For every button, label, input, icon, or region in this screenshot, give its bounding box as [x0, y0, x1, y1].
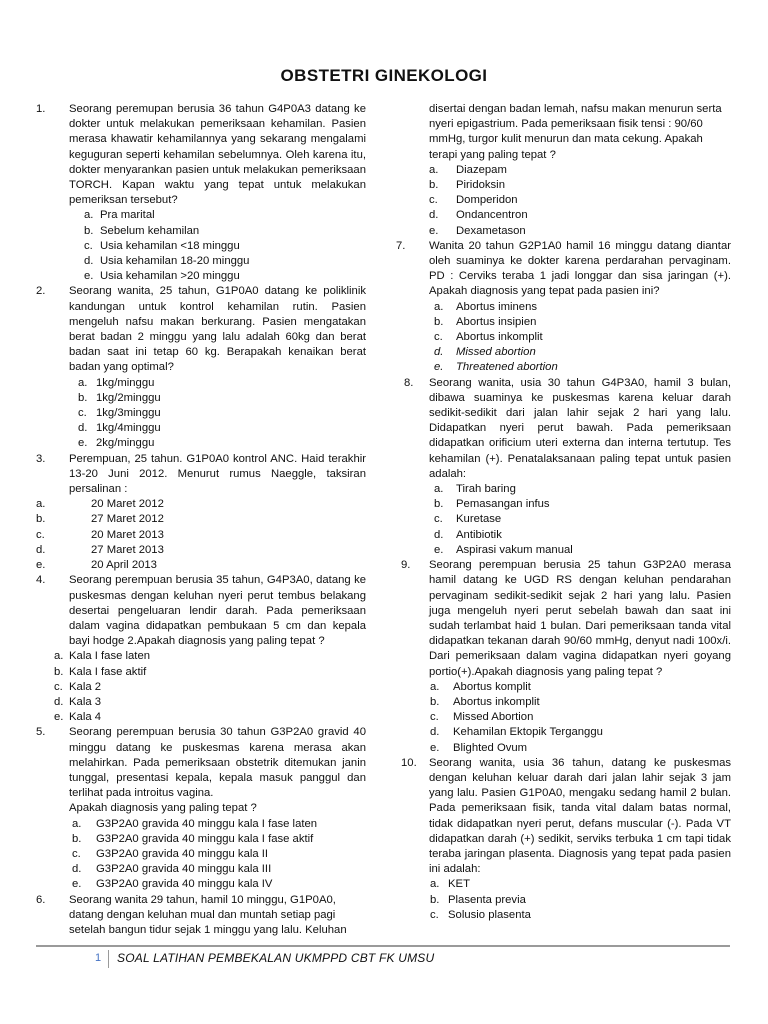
option-text: Blighted Ovum — [453, 741, 528, 754]
option-item — [36, 665, 366, 680]
option-item — [396, 345, 731, 360]
option-letter: a. — [72, 817, 82, 830]
options-5 — [36, 817, 366, 893]
question-1 — [36, 102, 366, 208]
option-text: 20 Maret 2013 — [91, 528, 164, 541]
question-number: 7. — [396, 239, 406, 252]
option-letter: e. — [429, 224, 439, 237]
option-item — [396, 741, 731, 756]
option-item — [396, 193, 731, 208]
option-item — [36, 436, 366, 451]
option-letter: e. — [430, 741, 440, 754]
question-2 — [36, 284, 366, 375]
option-item — [36, 421, 366, 436]
option-text: Plasenta previa — [448, 893, 526, 906]
option-item — [396, 725, 731, 740]
option-item — [396, 543, 731, 558]
option-item — [36, 254, 366, 269]
option-letter: a. — [78, 376, 88, 389]
option-letter: a. — [430, 878, 440, 891]
option-item — [36, 680, 366, 695]
option-item — [396, 497, 731, 512]
option-letter: b. — [429, 179, 439, 192]
question-number: 9. — [401, 559, 411, 572]
page-footer — [0, 950, 768, 970]
options-2 — [36, 376, 366, 452]
option-text: Kala I fase aktif — [69, 665, 147, 678]
footer-separator — [108, 950, 109, 968]
option-item — [396, 710, 731, 725]
option-text: Usia kehamilan <18 minggu — [100, 239, 240, 252]
option-text: 20 April 2013 — [91, 559, 157, 572]
option-letter: a. — [36, 498, 46, 511]
left-column — [36, 102, 366, 938]
question-text: Seorang perempuan berusia 25 tahun G3P2A0 merasa hamil datang ke UGD RS dengan keluhan pendarahan pervaginam sedikit-sedikit sejak 2 hari yang lalu. Pasien juga mengeluh nyeri perut sebelah bawah dan saat ini sudah terlambat haid 1 bulan. Dari pemeriksaan tanda vital didapatkan tekanan darah 90/60 mmHg, denyut nadi 100x/i. Dari pemeriksaan dalam vagina didapatkan nyeri goyang portio(+).Apakah diagnosis yang paling tepat ? — [429, 559, 731, 678]
option-text: Domperidon — [456, 194, 518, 207]
option-letter: c. — [434, 513, 443, 526]
option-text: Pra marital — [100, 209, 155, 222]
option-item — [396, 315, 731, 330]
option-item — [396, 163, 731, 178]
option-letter: d. — [430, 726, 440, 739]
question-number: 10. — [401, 756, 417, 769]
option-text: Usia kehamilan >20 minggu — [100, 270, 240, 283]
options-9 — [396, 680, 731, 756]
question-number: 3. — [36, 452, 46, 465]
option-letter: d. — [54, 695, 64, 708]
question-text: Seorang wanita, usia 30 tahun G4P3A0, hamil 3 bulan, dibawa suaminya ke puskesmas karena keluar darah sedikit-sedikit dari jalan lahir sejak 2 hari yang lalu. Didapatkan nyeri perut bawah. Pada pemeriksaan didapatkan orificium uteri externa dan interna tertutup. Tes kehamilan (+). Penatalaksanaan paling tepat untuk pasien adalah: — [429, 376, 731, 480]
option-letter: e. — [78, 437, 88, 450]
question-text-continued: disertai dengan badan lemah, nafsu makan menurun serta nyeri epigastrium. Pada pemeriksaan fisik tensi : 90/60 mmHg, turgor kulit menurun dan mata cekung. Apakah terapi yang paling tepat ? — [429, 103, 722, 161]
option-item — [36, 558, 366, 573]
option-letter: d. — [36, 543, 46, 556]
question-number: 5. — [36, 726, 46, 739]
question-number: 8. — [404, 376, 414, 389]
option-text: Kala I fase laten — [69, 650, 151, 663]
question-number: 1. — [36, 103, 46, 115]
option-text: G3P2A0 gravida 40 minggu kala III — [96, 863, 272, 876]
option-item — [36, 224, 366, 239]
question-number: 4. — [36, 574, 46, 587]
option-text: Missed abortion — [456, 346, 536, 359]
options-8 — [396, 482, 731, 558]
options-7 — [396, 300, 731, 376]
option-text: Piridoksin — [456, 179, 505, 192]
option-text: 20 Maret 2012 — [91, 498, 164, 511]
option-item — [396, 300, 731, 315]
option-letter: c. — [84, 239, 93, 252]
option-letter: a. — [434, 300, 444, 313]
question-9 — [396, 558, 731, 680]
option-text: Abortus iminens — [456, 300, 537, 313]
right-column — [396, 102, 731, 923]
option-letter: b. — [84, 224, 94, 237]
option-letter: a. — [84, 209, 94, 222]
question-6 — [36, 893, 366, 939]
option-text: Missed Abortion — [453, 711, 534, 724]
option-letter: b. — [72, 832, 82, 845]
option-text: Kuretase — [456, 513, 502, 526]
option-letter: c. — [434, 331, 443, 344]
options-4 — [36, 649, 366, 725]
option-letter: b. — [78, 391, 88, 404]
option-item — [36, 817, 366, 832]
option-letter: a. — [54, 650, 64, 663]
option-item — [36, 406, 366, 421]
question-prompt: Apakah diagnosis yang paling tepat ? — [69, 802, 257, 815]
option-letter: b. — [54, 665, 64, 678]
option-text: 1kg/2minggu — [96, 391, 161, 404]
option-text: Abortus komplit — [453, 680, 531, 693]
option-item — [36, 528, 366, 543]
option-item — [396, 908, 731, 923]
option-text: G3P2A0 gravida 40 minggu kala II — [96, 847, 269, 860]
page-number: 1 — [95, 952, 102, 964]
option-text: 2kg/minggu — [96, 437, 155, 450]
option-letter: a. — [434, 483, 444, 496]
option-text: Kala 3 — [69, 695, 102, 708]
option-item — [36, 543, 366, 558]
option-item — [396, 528, 731, 543]
question-text: Seorang wanita 29 tahun, hamil 10 minggu, G1P0A0, datang dengan keluhan mual dan muntah setiap pagi setelah bangun tidur sejak 1 minggu yang lalu. Keluhan — [69, 893, 347, 936]
question-number: 2. — [36, 285, 46, 298]
option-text: Kehamilan Ektopik Terganggu — [453, 726, 603, 739]
question-text: Seorang wanita, 25 tahun, G1P0A0 datang ke poliklinik kandungan untuk kontrol kehamilan rutin. Pasien mengeluh nafsu makan berkurang. Pasien mengatakan berat badan 2 minggu yang lalu adalah 60kg dan berat badan saat ini tetap 60 kg. Berapakah kenaikan berat badan yang optimal? — [69, 285, 366, 374]
option-item — [36, 208, 366, 223]
option-letter: a. — [430, 680, 440, 693]
option-letter: d. — [434, 528, 444, 541]
option-text: Aspirasi vakum manual — [456, 543, 573, 556]
option-text: Diazepam — [456, 163, 507, 176]
option-item — [36, 710, 366, 725]
option-text: Antibiotik — [456, 528, 502, 541]
footer-text: SOAL LATIHAN PEMBEKALAN UKMPPD CBT FK UMSU — [117, 951, 435, 965]
options-6 — [396, 163, 731, 239]
option-item — [396, 893, 731, 908]
option-text: Abortus inkomplit — [456, 331, 543, 344]
option-letter: e. — [84, 270, 94, 283]
option-text: Kala 2 — [69, 680, 102, 693]
question-3 — [36, 452, 366, 498]
option-letter: b. — [434, 315, 444, 328]
option-item — [36, 269, 366, 284]
option-letter: c. — [36, 528, 45, 541]
question-5 — [36, 725, 366, 816]
question-text: Seorang wanita, usia 36 tahun, datang ke puskesmas dengan keluhan keluar darah dari jalan lahir sejak 3 jam yang lalu. Pasien G1P0A0, mengaku sedang hamil 2 bulan. Pada pemeriksaan fisik, tanda vital dalam batas normal, tidak didapatkan nyeri perut, defans muscular (-). Pada VT didapatkan darah (+) sedikit, serviks terbuka 1 cm tapi tidak teraba jaringan plasenta. Diagnosis yang tepat pada pasien ini adalah: — [429, 756, 731, 876]
option-letter: e. — [72, 878, 82, 891]
option-item — [396, 360, 731, 375]
option-item — [36, 862, 366, 877]
question-10 — [396, 756, 731, 878]
option-text: 27 Maret 2012 — [91, 513, 164, 526]
option-item — [36, 512, 366, 527]
option-item — [396, 695, 731, 710]
option-letter: a. — [429, 163, 439, 176]
question-text: Seorang perempuan berusia 30 tahun G3P2A0 gravid 40 minggu datang ke puskesmas karena merasa akan melahirkan. Pada pemeriksaan obstetrik ditemukan janin tunggal, presentasi kepala, kepala masuk panggul dan terlihat pada introitus vagina. — [69, 726, 366, 800]
option-letter: b. — [36, 513, 46, 526]
option-item — [396, 512, 731, 527]
option-text: 1kg/3minggu — [96, 407, 161, 420]
option-text: Kala 4 — [69, 711, 102, 724]
question-text: Wanita 20 tahun G2P1A0 hamil 16 minggu datang diantar oleh suaminya ke dokter karena perdarahan pervaginam. PD : Cerviks teraba 1 jadi longgar dan sisa jaringan (+). Apakah diagnosis yang tepat pada pasien ini? — [429, 239, 731, 298]
option-item — [396, 208, 731, 223]
page-title: OBSTETRI GINEKOLOGI — [280, 66, 488, 85]
footer-divider — [36, 945, 730, 947]
option-text: G3P2A0 gravida 40 minggu kala IV — [96, 878, 273, 891]
option-item — [396, 224, 731, 239]
options-10 — [396, 877, 731, 923]
option-item — [36, 877, 366, 892]
option-item — [36, 832, 366, 847]
option-text: Abortus inkomplit — [453, 695, 540, 708]
question-text: Seorang peremupan berusia 36 tahun G4P0A3 datang ke dokter untuk melakukan pemeriksaan kehamilan. Pasien merasa khawatir kehamilannya yang sekarang mengalami keguguran seperti kehamilan sebelumnya. Oleh karena itu, dokter menyarankan pasien untuk melakukan pemeriksaan TORCH. Kapan waktu yang tepat untuk melakukan pemeriksan tersebut? — [69, 103, 366, 207]
question-8 — [396, 376, 731, 482]
option-letter: e. — [36, 559, 46, 572]
option-letter: c. — [429, 194, 438, 207]
option-letter: b. — [430, 893, 440, 906]
question-text: Perempuan, 25 tahun. G1P0A0 kontrol ANC. Haid terakhir 13-20 Juni 2012. Menurut rumus Naeggle, taksiran persalinan : — [69, 452, 366, 496]
option-letter: c. — [72, 847, 81, 860]
question-7 — [396, 239, 731, 300]
option-text: Pemasangan infus — [456, 498, 550, 511]
option-letter: c. — [78, 407, 87, 420]
option-item — [36, 847, 366, 862]
option-text: 1kg/4minggu — [96, 422, 161, 435]
option-text: Solusio plasenta — [448, 908, 531, 921]
option-text: Threatened abortion — [456, 361, 558, 374]
option-letter: c. — [430, 711, 439, 724]
option-item — [396, 330, 731, 345]
option-text: Sebelum kehamilan — [100, 224, 200, 237]
option-letter: e. — [54, 711, 64, 724]
option-text: Dexametason — [456, 224, 526, 237]
option-text: Tirah baring — [456, 483, 516, 496]
option-text: KET — [448, 878, 470, 891]
option-item — [36, 376, 366, 391]
option-item — [36, 695, 366, 710]
question-4 — [36, 573, 366, 649]
question-number: 6. — [36, 893, 46, 906]
option-letter: d. — [78, 422, 88, 435]
option-letter: d. — [434, 346, 444, 359]
option-item — [396, 178, 731, 193]
option-text: Abortus insipien — [456, 315, 537, 328]
option-letter: c. — [430, 908, 439, 921]
question-6-continued — [396, 102, 731, 163]
options-1 — [36, 208, 366, 284]
option-item — [396, 877, 731, 892]
option-text: 1kg/minggu — [96, 376, 155, 389]
option-letter: d. — [84, 255, 94, 268]
option-letter: b. — [434, 498, 444, 511]
option-text: 27 Maret 2013 — [91, 543, 164, 556]
option-item — [36, 391, 366, 406]
option-item — [36, 649, 366, 664]
option-item — [396, 680, 731, 695]
option-text: G3P2A0 gravida 40 minggu kala I fase aktif — [96, 832, 314, 845]
question-text: Seorang perempuan berusia 35 tahun, G4P3A0, datang ke puskesmas dengan keluhan nyeri perut tembus belakang desertai pengeluaran lendir darah. Pada pemeriksaan dalam vagina didapatkan pembukaan 5 cm dan kepala bayi hodge 2.Apakah diagnosis yang paling tepat ? — [69, 574, 366, 648]
option-text: G3P2A0 gravida 40 minggu kala I fase laten — [96, 817, 318, 830]
option-item — [396, 482, 731, 497]
option-letter: d. — [429, 209, 439, 222]
option-letter: c. — [54, 680, 63, 693]
option-letter: e. — [434, 361, 444, 374]
option-text: Ondancentron — [456, 209, 528, 222]
option-letter: e. — [434, 543, 444, 556]
option-text: Usia kehamilan 18-20 minggu — [100, 255, 250, 268]
option-letter: d. — [72, 863, 82, 876]
option-letter: b. — [430, 695, 440, 708]
options-3 — [36, 497, 366, 573]
option-item — [36, 497, 366, 512]
option-item — [36, 239, 366, 254]
